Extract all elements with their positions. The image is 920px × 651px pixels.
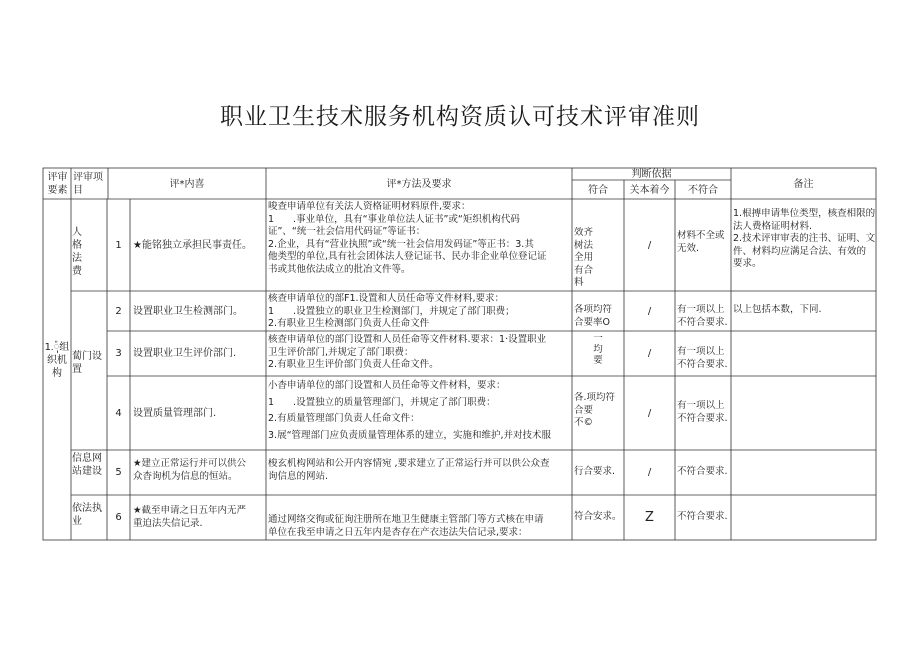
row-1-remark: 1.根搏申请隼位类型，核查相限的 法人费格证明材料. 2.技术评审审表的注书、证明、文 件、材料均应满足合法、有效的 要求。 <box>733 208 875 269</box>
row-1-pass: 效齐 树法 全用 有合 料 <box>574 227 594 288</box>
row-1-related: / <box>647 239 652 251</box>
row-3-fail: 有一项以上 不符合要求. <box>677 346 728 370</box>
row-2-related: / <box>647 305 652 317</box>
item-legal: 人格法费 <box>72 227 82 277</box>
row-6-related: Z <box>645 510 654 525</box>
item-info: 信息网站建设 <box>72 453 102 477</box>
row-4-no: 4 <box>115 407 122 419</box>
row-5-no: 5 <box>115 467 122 478</box>
row-5-content: ★建立正常运行并可以供公 众杳询机为信息的恒站。 <box>133 458 247 482</box>
row-2-no: 2 <box>115 305 122 317</box>
header-content: 评*内喜 <box>169 178 205 190</box>
row-6-no: 6 <box>115 512 122 523</box>
header-element: 评审要素 <box>47 172 68 196</box>
row-5-related: / <box>647 467 652 478</box>
row-5-method: 梭玄机构网站和公开内容情宛 ,要求建立了正常运行并可以供公众查 询信息的网站. <box>268 458 550 482</box>
header-item: 评审项目 <box>73 172 103 196</box>
row-6-method: 通过网络交徇或征询注册所在地卫生健康主管部门等方式核在申请 单位在我至申请之日五年内是杏存在产衣违法失信记录,要求： <box>268 514 544 538</box>
header-judgment: 判断依据 <box>631 168 672 180</box>
header-fail: 不符合 <box>688 184 718 196</box>
row-4-pass: 各.项均符 合要 不© <box>574 392 616 428</box>
row-3-related: / <box>647 348 652 359</box>
row-6-fail: 不符合要求. <box>677 511 728 523</box>
row-5-fail: 不符合要求. <box>677 466 728 478</box>
row-1-content: ★能铭独立承担民事责任。 <box>133 239 252 251</box>
header-pass: 符合 <box>588 184 608 196</box>
element-organization: 1.៉ុ组织机构 <box>44 341 70 379</box>
header-remark: 备注 <box>793 178 814 190</box>
row-2-fail: 有一项以上 不符合要求. <box>677 304 728 328</box>
row-1-fail: 材料不全或 无效. <box>677 230 725 254</box>
item-law: 依法执业 <box>72 503 102 527</box>
header-method: 评*方法及要求 <box>386 178 452 190</box>
row-6-pass: 符合安求。 <box>574 511 622 523</box>
row-2-content: 设置职业卫生检测部门。 <box>133 305 243 317</box>
row-4-fail: 有一项以上 不符合要求. <box>677 400 728 424</box>
row-2-pass: 各项均符 合要率O <box>574 304 613 328</box>
row-1-no: 1 <box>115 239 122 251</box>
row-3-pass: 一 均 要 <box>593 333 603 366</box>
row-6-content: ★截至申请之日五年内无严 重迫法失信记录. <box>133 505 247 529</box>
row-3-no: 3 <box>115 348 122 359</box>
row-4-method: 小杳申请单位的部门设置和人员任命等文件材料，要求： 1 .设置独立的质量管理部门，并规定了部门职费： 2.有质量管理部门负责人任命文件： 3.展“管理部门应负责质量管理体系的建立，实施和维护,并对技术服 <box>268 380 552 441</box>
item-dept: 蔔门设置 <box>72 351 102 375</box>
row-3-content: 设置职业卫生评价部门. <box>133 348 237 359</box>
row-4-content: 设置质量管理部门. <box>133 407 217 419</box>
row-5-pass: 行合要求. <box>574 466 616 478</box>
row-3-method: 核查申请单位的部门设置和人员任命等文件材料.要求：1·设置职业 卫生评价部门,并规定了部门职费： 2.有职业卫生评价部门负责人任命文件。 <box>268 334 547 370</box>
row-2-remark: 以上包括本数，下同. <box>733 304 822 315</box>
header-related: 关本着今 <box>629 184 670 196</box>
row-2-method: 核查申请单位的部F1.设置和人员任命等文件材料,要求： 1 .设置独立的职业卫生检测部门，并规定了部门职费； 2.有职业卫生检测部门负责人任命文件 <box>268 293 515 329</box>
row-4-related: / <box>647 407 652 419</box>
row-1-method: 唆查申请单位有关法人资格证明材料原件,要求： 1 .事业单位，具有“事业单位法人证书”或“矩织机构代码 证”、“统一社会信用代码证”等证书： 2.企业，具有“营业执照”或“统一社会信用发码证”等正书：3.其 他类型的单位,具有社会团体法人登记证书、民办非企业单位登记证 书或其他依法成立的批冶文件等。 <box>268 201 547 275</box>
document-title: 职业卫生技术服务机构资质认可技术评审准则 <box>220 104 700 130</box>
